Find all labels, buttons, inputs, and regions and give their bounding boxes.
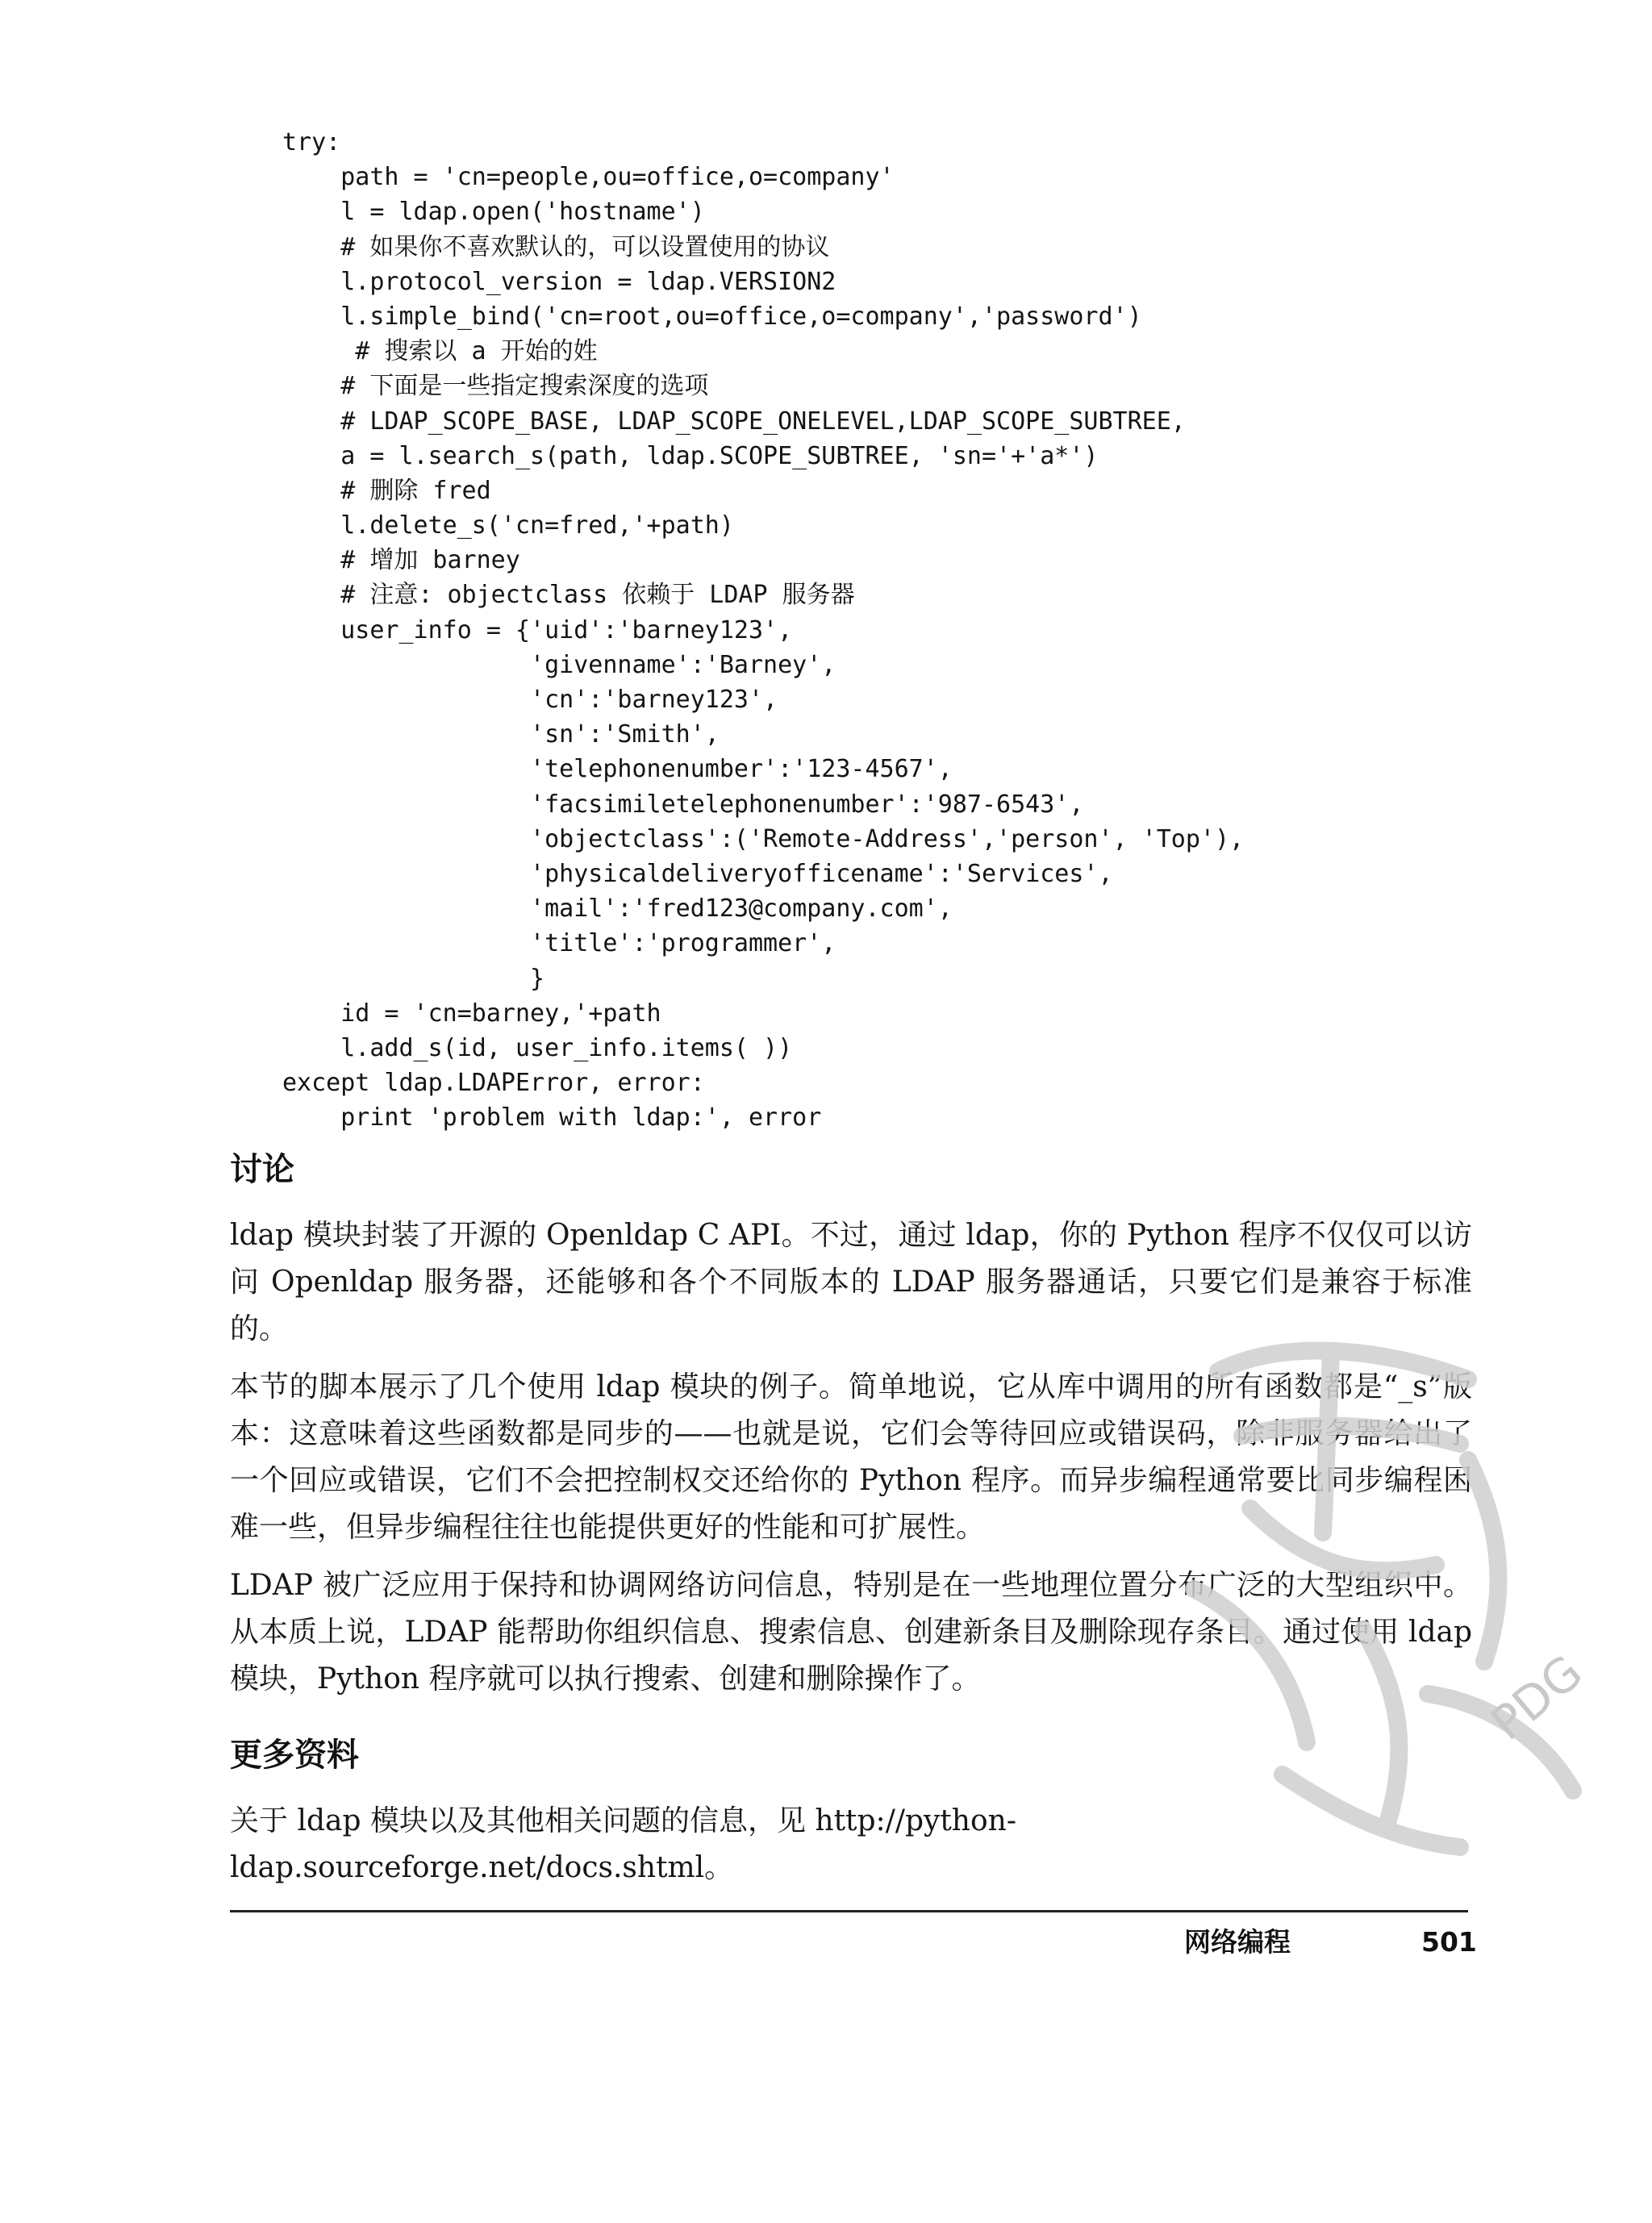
code-line: 'mail':'fred123@company.com', <box>282 895 953 924</box>
code-comment-line: # 如果你不喜欢默认的，可以设置使用的协议 <box>282 232 830 261</box>
code-comment-line: # 注意: objectclass 依赖于 LDAP 服务器 <box>282 581 855 610</box>
code-line: l.add_s(id, user_info.items( )) <box>282 1033 793 1062</box>
code-line: l = ldap.open('hostname') <box>282 198 705 227</box>
code-line: 'title':'programmer', <box>282 929 836 958</box>
code-line: 'cn':'barney123', <box>282 686 778 714</box>
code-comment-line: # 下面是一些指定搜索深度的选项 <box>282 372 709 401</box>
code-line: 'givenname':'Barney', <box>282 650 836 679</box>
code-comment-line: # 搜索以 a 开始的姓 <box>282 337 598 366</box>
code-line: id = 'cn=barney,'+path <box>282 999 661 1028</box>
footer-chapter-title: 网络编程 <box>1184 1926 1291 1958</box>
discussion-heading: 讨论 <box>230 1151 294 1188</box>
code-line: except ldap.LDAPError, error: <box>282 1069 705 1098</box>
code-line: 'telephonenumber':'123-4567', <box>282 755 953 784</box>
watermark-pdg-text: PDG <box>1480 1644 1593 1751</box>
discussion-paragraph: ldap 模块封装了开源的 Openldap C API。不过，通过 ldap，你的 Python 程序不仅仅可以访问 Openldap 服务器，还能够和各个不同版本的 LDAP 服务器通话，只要它们是兼容于标准的。 <box>230 1219 1472 1345</box>
code-line: } <box>282 964 545 993</box>
code-line: 'physicaldeliveryofficename':'Services', <box>282 859 1113 888</box>
code-line: 'objectclass':('Remote-Address','person', 'Top'), <box>282 824 1245 853</box>
code-line: l.delete_s('cn=fred,'+path) <box>282 511 734 540</box>
code-line: 'facsimiletelephonenumber':'987-6543', <box>282 790 1084 819</box>
code-line: a = l.search_s(path, ldap.SCOPE_SUBTREE, 'sn='+'a*') <box>282 441 1099 470</box>
code-comment-line: # 删除 fred <box>282 476 491 505</box>
code-line: try: <box>282 128 341 156</box>
code-comment-line: # LDAP_SCOPE_BASE, LDAP_SCOPE_ONELEVEL,LDAP_SCOPE_SUBTREE, <box>282 407 1186 436</box>
more-info-heading: 更多资料 <box>230 1737 359 1774</box>
page-number: 501 <box>1421 1926 1477 1958</box>
code-line: 'sn':'Smith', <box>282 720 720 749</box>
discussion-paragraph: 本节的脚本展示了几个使用 ldap 模块的例子。简单地说，它从库中调用的所有函数都是“_s”版本：这意味着这些函数都是同步的——也就是说，它们会等待回应或错误码，除非服务器给出了一个回应或错误，它们不会把控制权交还给你的 Python 程序。而异步编程通常要比同步编程困难一些，但异步编程往往也能提供更好的性能和可扩展性。 <box>230 1370 1472 1544</box>
watermark-glyph-strokes <box>1194 1351 1573 1847</box>
code-listing <box>282 125 1244 1135</box>
code-line: l.simple_bind('cn=root,ou=office,o=company','password') <box>282 302 1142 331</box>
code-comment-line: # 增加 barney <box>282 546 520 575</box>
code-line: print 'problem with ldap:', error <box>282 1103 822 1132</box>
code-line: l.protocol_version = ldap.VERSION2 <box>282 267 836 296</box>
discussion-paragraph: LDAP 被广泛应用于保持和协调网络访问信息，特别是在一些地理位置分布广泛的大型组织中。从本质上说，LDAP 能帮助你组织信息、搜索信息、创建新条目及删除现存条目。通过使用 ldap 模块，Python 程序就可以执行搜索、创建和删除操作了。 <box>230 1569 1472 1695</box>
code-line: user_info = {'uid':'barney123', <box>282 615 793 644</box>
more-info-text: 关于 ldap 模块以及其他相关问题的信息，见 http://python-ldap.sourceforge.net/docs.shtml。 <box>230 1804 1017 1884</box>
code-line: path = 'cn=people,ou=office,o=company' <box>282 163 895 192</box>
watermark-stamp <box>1121 1323 1637 1936</box>
